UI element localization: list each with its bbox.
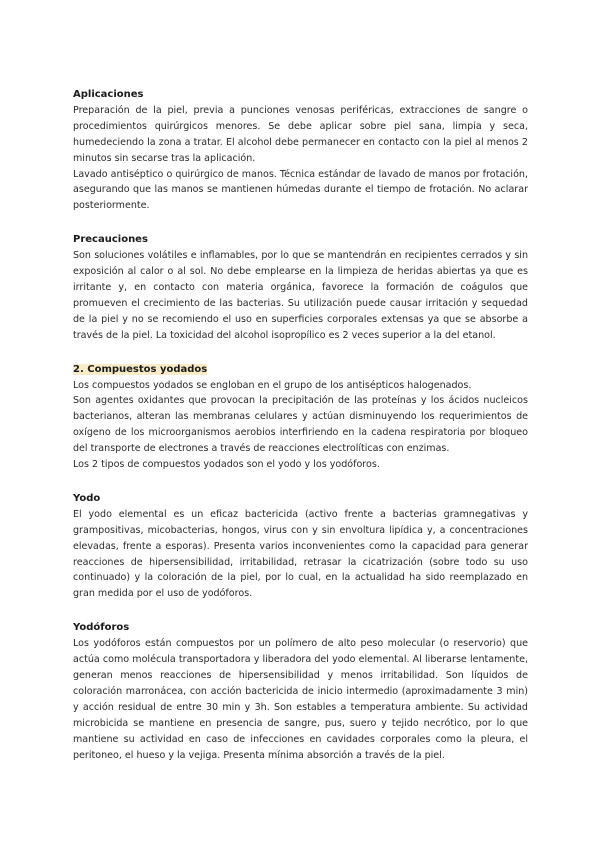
section-heading: Precauciones: [73, 234, 148, 246]
paragraph: Los yodóforos están compuestos por un polímero de alto peso molecular (o reservorio) que actúa como molécula transportadora y liberadora del yodo elemental. Al liberarse lentamente, generan menos reacciones de hipersensibilidad y menos irritabilidad. Son líquidos de coloración marronácea, con acción bactericida de inicio intermedio (aproximadamente 3 min) y acción residual de entre 30 min y 3h. Son estables a temperatura ambiente. Su actividad microbicida se mantiene en presencia de sangre, pus, suero y tejido necrótico, por lo que mantiene su actividad en caso de infecciones en cavidades corporales como la pleura, el peritoneo, el hueso y la vejiga. Presenta mínima absorción a través de la piel.: [73, 638, 528, 761]
paragraph: Los 2 tipos de compuestos yodados son el yodo y los yodóforos.: [73, 459, 380, 471]
section-heading: Aplicaciones: [73, 89, 144, 100]
section-aplicaciones: [73, 87, 528, 214]
paragraph: Preparación de la piel, previa a punciones venosas periféricas, extracciones de sangre o procedimientos quirúrgicos menores. Se debe aplicar sobre piel sana, limpia y seca, humedeciendo la zona a tratar. El alcohol debe permanecer en contacto con la piel al menos 2 minutos sin secarse tras la aplicación.: [73, 104, 528, 164]
paragraph: El yodo elemental es un eficaz bactericida (activo frente a bacterias gramnegativas y grampositivas, micobacterias, hongos, virus con y sin envoltura lipídica y, a concentraciones elevadas, frente a esporas). Presenta varios inconvenientes como la capacidad para generar reacciones de hipersensibilidad, irritabilidad, retrasar la cicatrización (sobre todo su uso continuado) y la coloración de la piel, por lo cual, en la actualidad ha sido reemplazado en gran medida por el uso de yodóforos.: [73, 508, 528, 600]
paragraph: Son soluciones volátiles e inflamables, por lo que se mantendrán en recipientes cerrados y sin exposición al calor o al sol. No debe emplearse en la limpieza de heridas abiertas ya que es irritante y, en contacto con materia orgánica, favorece la formación de coágulos que promueven el crecimiento de las bacterias. Su utilización puede causar irritación y sequedad de la piel y no se recomiendo el uso en superficies corporales extensas ya que se absorbe a través de la piel. La toxicidad del alcohol isopropílico es 2 veces superior a la del etanol.: [73, 250, 528, 341]
section-heading-highlighted: [73, 362, 528, 378]
paragraph: Lavado antiséptico o quirúrgico de manos. Técnica estándar de lavado de manos por frotación, asegurando que las manos se mantienen húmedas durante el tiempo de frotación. No aclarar posteriormente.: [73, 168, 528, 212]
section-yodoforos: [73, 620, 528, 763]
section-heading: Yodo: [73, 492, 101, 504]
highlighted-heading-text: 2. Compuestos yodados: [73, 363, 208, 375]
document-page: [73, 87, 528, 781]
section-yodo: [73, 491, 528, 602]
paragraph: Son agentes oxidantes que provocan la precipitación de las proteínas y los ácidos nucleicos bacterianos, alteran las membranas celulares y actúan disminuyendo los requerimientos de oxígeno de los microorganismos aerobios interfiriendo en la cadena respiratoria por bloqueo del transporte de electrones a través de reacciones electrolíticas con enzimas.: [73, 395, 528, 455]
section-compuestos-yodados: [73, 362, 528, 473]
section-heading: Yodóforos: [73, 622, 130, 634]
paragraph: Los compuestos yodados se engloban en el grupo de los antisépticos halogenados.: [73, 379, 472, 391]
section-precauciones: [73, 232, 528, 343]
